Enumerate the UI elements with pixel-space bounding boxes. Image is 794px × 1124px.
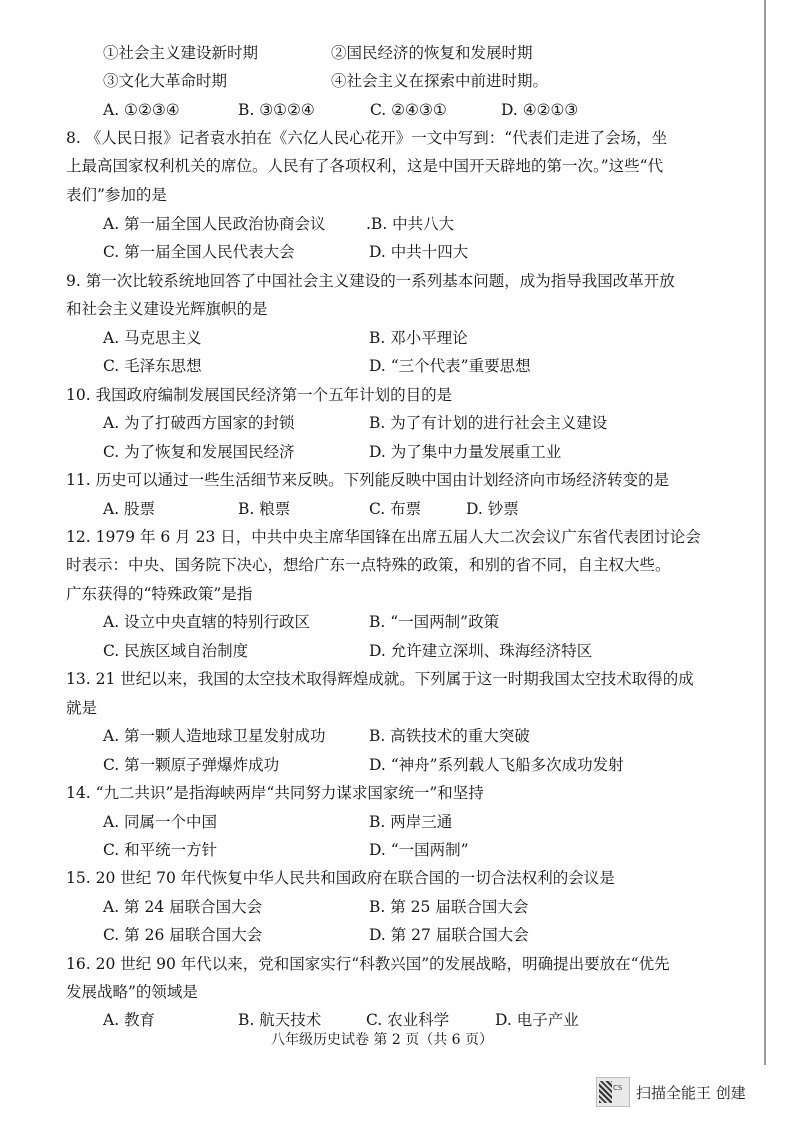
page-footer: 八年级历史试卷 第 2 页（共 6 页）	[270, 1032, 494, 1048]
page-edge-rule	[764, 0, 766, 1065]
q16-option-b: B. 航天技术	[238, 1011, 322, 1029]
q15-option-a: A. 第 24 届联合国大会	[103, 898, 263, 916]
q7-option-d: D. ④②①③	[501, 101, 579, 119]
q15-option-d: D. 第 27 届联合国大会	[369, 926, 529, 944]
q13-option-c: C. 第一颗原子弹爆炸成功	[103, 756, 280, 774]
q15-stem: 15. 20 世纪 70 年代恢复中华人民共和国政府在联合国的一切合法权利的会议是	[66, 869, 615, 887]
q10-stem: 10. 我国政府编制发展国民经济第一个五年计划的目的是	[66, 386, 453, 404]
q9-stem-line-2: 和社会主义建设光辉旗帜的是	[66, 300, 268, 318]
q14-option-b: B. 两岸三通	[369, 813, 453, 831]
q7-item-4: ④社会主义在探索中前进时期。	[331, 72, 549, 90]
q12-stem-line-2: 时表示：中央、国务院下决心，想给广东一点特殊的政策，和别的省不同，自主权大些。	[66, 556, 671, 574]
q11-stem: 11. 历史可以通过一些生活细节来反映。下列能反映中国由计划经济向市场经济转变的是	[66, 471, 670, 489]
q7-option-b: B. ③①②④	[238, 101, 315, 119]
q16-option-d: D. 电子产业	[495, 1011, 579, 1029]
q15-option-b: B. 第 25 届联合国大会	[369, 898, 529, 916]
q15-option-c: C. 第 26 届联合国大会	[103, 926, 263, 944]
q14-option-d: D. “一国两制”	[369, 841, 469, 859]
q13-option-d: D. “神舟”系列载人飞船多次成功发射	[369, 756, 624, 774]
q7-option-c: C. ②④③①	[370, 101, 447, 119]
q10-option-a: A. 为了打破西方国家的封锁	[103, 414, 295, 432]
q7-item-1: ①社会主义建设新时期	[103, 44, 259, 62]
q12-option-b: B. “一国两制”政策	[369, 613, 500, 631]
q12-option-d: D. 允许建立深圳、珠海经济特区	[369, 642, 593, 660]
q7-item-3: ③文化大革命时期	[103, 72, 228, 90]
q8-stem-line-1: 8. 《人民日报》记者袁水拍在《六亿人民心花开》一文中写到：“代表们走进了会场，坐	[66, 129, 668, 147]
q7-item-2: ②国民经济的恢复和发展时期	[331, 44, 533, 62]
q9-option-b: B. 邓小平理论	[369, 329, 468, 347]
q16-stem-line-1: 16. 20 世纪 90 年代以来，党和国家实行“科教兴国”的发展战略，明确提出要放在“优先	[66, 955, 670, 973]
q7-option-a: A. ①②③④	[103, 101, 180, 119]
q8-option-a: A. 第一届全国人民政治协商会议	[103, 215, 326, 233]
q12-option-a: A. 设立中央直辖的特别行政区	[103, 613, 311, 631]
q9-option-a: A. 马克思主义	[103, 329, 202, 347]
q13-option-a: A. 第一颗人造地球卫星发射成功	[103, 727, 326, 745]
scanner-logo-text: CS	[613, 1084, 623, 1092]
q16-option-c: C. 农业科学	[366, 1011, 450, 1029]
q9-option-c: C. 毛泽东思想	[103, 357, 202, 375]
q9-stem-line-1: 9. 第一次比较系统地回答了中国社会主义建设的一系列基本问题，成为指导我国改革开放	[66, 272, 675, 290]
scanner-logo-icon	[596, 1077, 630, 1107]
q8-option-c: C. 第一届全国人民代表大会	[103, 243, 295, 261]
q16-stem-line-2: 发展战略”的领域是	[66, 983, 198, 1001]
q12-option-c: C. 民族区域自治制度	[103, 642, 249, 660]
q12-stem-line-1: 12. 1979 年 6 月 23 日，中共中央主席华国锋在出席五届人大二次会议广东省代表团讨论会	[66, 528, 701, 546]
q11-option-b: B. 粮票	[238, 500, 291, 518]
scanner-watermark-label: 扫描全能王 创建	[636, 1084, 746, 1102]
q12-stem-line-3: 广东获得的“特殊政策”是指	[66, 585, 253, 603]
q8-stem-line-2: 上最高国家权利机关的席位。人民有了各项权利，这是中国开天辟地的第一次。”这些“代	[66, 157, 664, 175]
q13-stem-line-1: 13. 21 世纪以来，我国的太空技术取得辉煌成就。下列属于这一时期我国太空技术取得的成	[66, 670, 694, 688]
q8-stem-line-3: 表们”参加的是	[66, 186, 167, 204]
q10-option-d: D. 为了集中力量发展重工业	[369, 443, 562, 461]
q11-option-a: A. 股票	[103, 500, 156, 518]
q16-option-a: A. 教育	[103, 1011, 156, 1029]
q14-stem: 14. “九二共识”是指海峡两岸“共同努力谋求国家统一”和坚持	[66, 784, 484, 802]
q9-option-d: D. “三个代表”重要思想	[369, 357, 531, 375]
q13-stem-line-2: 就是	[66, 699, 98, 717]
q10-option-b: B. 为了有计划的进行社会主义建设	[369, 414, 608, 432]
q14-option-a: A. 同属一个中国	[103, 813, 218, 831]
q8-option-b: .B. 中共八大	[366, 215, 455, 233]
qr-code-icon	[599, 1081, 612, 1103]
q11-option-c: C. 布票	[369, 500, 422, 518]
q13-option-b: B. 高铁技术的重大突破	[369, 727, 530, 745]
q14-option-c: C. 和平统一方针	[103, 841, 218, 859]
q11-option-d: D. 钞票	[466, 500, 519, 518]
q8-option-d: D. 中共十四大	[369, 243, 469, 261]
q10-option-c: C. 为了恢复和发展国民经济	[103, 443, 295, 461]
